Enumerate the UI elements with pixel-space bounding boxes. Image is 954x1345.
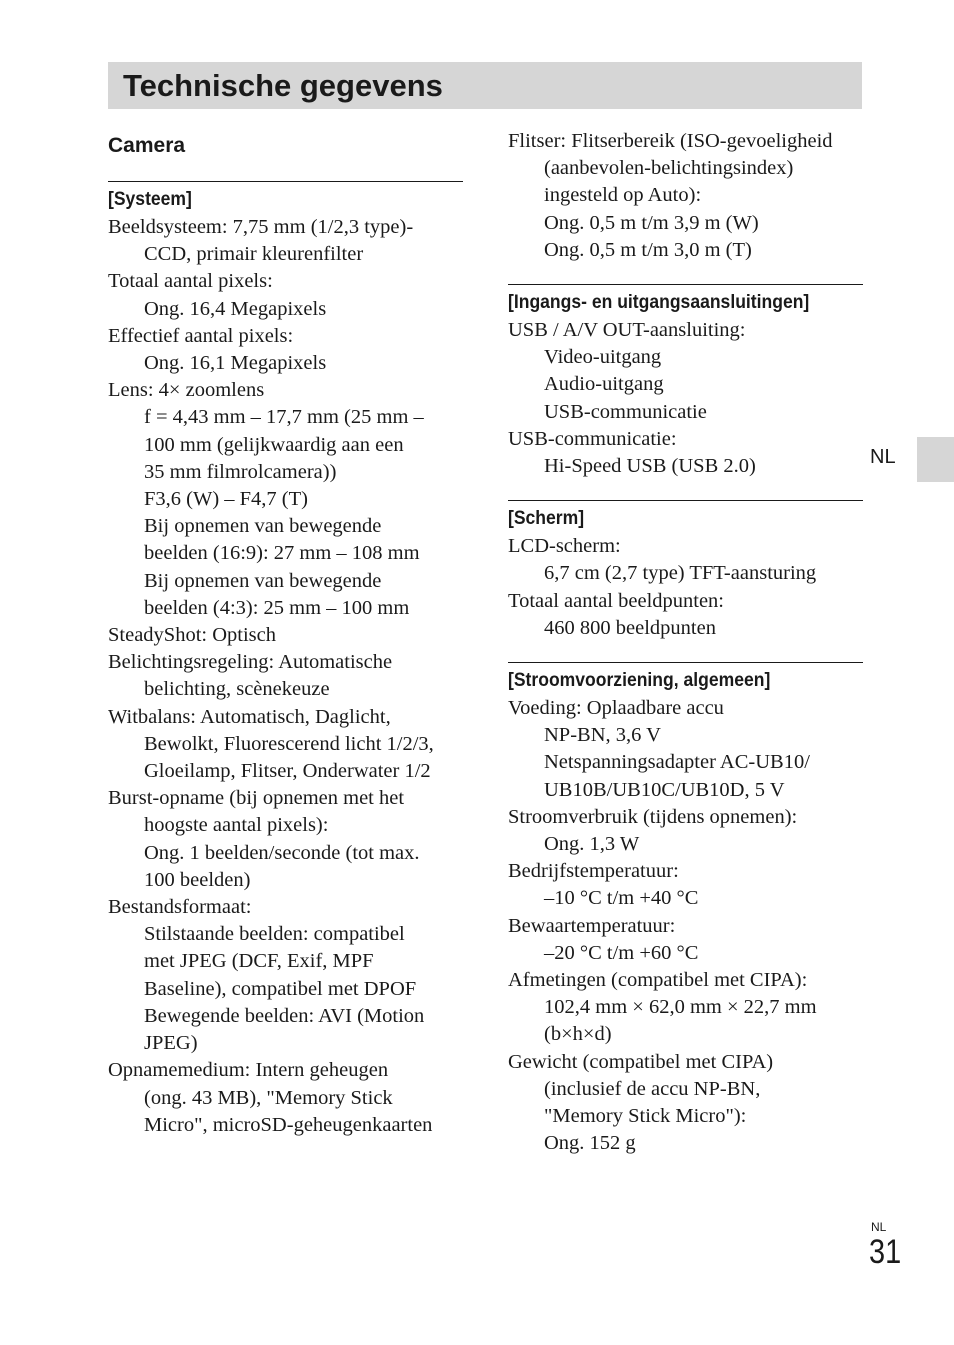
spec-line: Opnamemedium: Intern geheugen [108, 1059, 389, 1082]
spec-line: Voeding: Oplaadbare accu [508, 697, 724, 720]
spec-line: Lens: 4× zoomlens [108, 379, 265, 402]
spec-line: Bewolkt, Fluorescerend licht 1/2/3, [144, 732, 434, 755]
spec-line: Ong. 16,4 Megapixels [144, 297, 327, 320]
spec-list [108, 214, 463, 1139]
spec-line: Witbalans: Automatisch, Daglicht, [108, 705, 391, 728]
spec-line: Bewegende beelden: AVI (Motion [144, 1004, 425, 1027]
right-column [508, 128, 863, 1158]
section-heading: [Systeem] [108, 188, 192, 210]
spec-line: –20 °C t/m +60 °C [544, 941, 699, 964]
spec-line: Gewicht (compatibel met CIPA) [508, 1050, 774, 1073]
spec-line: Bij opnemen van bewegende [144, 515, 382, 538]
spec-line: Micro", microSD-geheugenkaarten [144, 1113, 433, 1136]
spec-line: Bewaartemperatuur: [508, 914, 676, 937]
section-heading: [Stroomvoorziening, algemeen] [508, 669, 771, 692]
right-sections [508, 284, 863, 1157]
spec-list [508, 695, 863, 1157]
section-heading: [Ingangs- en uitgangsaansluitingen] [508, 291, 810, 314]
page-language: NL [871, 1220, 887, 1234]
spec-line: Totaal aantal pixels: [108, 270, 273, 293]
spec-line: Burst-opname (bij opnemen met het [108, 787, 405, 810]
page-title: Technische gegevens [123, 68, 443, 103]
spec-line: NP-BN, 3,6 V [544, 724, 661, 747]
spec-line: Netspanningsadapter AC-UB10/ [544, 751, 810, 774]
spec-line: Ong. 0,5 m t/m 3,0 m (T) [544, 238, 752, 261]
spec-line: –10 °C t/m +40 °C [544, 887, 699, 910]
spec-line: LCD-scherm: [508, 535, 621, 558]
side-tab-label: NL [870, 446, 896, 468]
spec-line: USB-communicatie [544, 400, 707, 423]
spec-list [508, 317, 863, 480]
spec-line: USB / A/V OUT-aansluiting: [508, 319, 746, 342]
spec-line: SteadyShot: Optisch [108, 624, 276, 647]
spec-line: Ong. 1,3 W [544, 833, 640, 856]
spec-line: 100 beelden) [144, 868, 251, 891]
title-bar [108, 62, 862, 109]
spec-line: Ong. 16,1 Megapixels [144, 352, 327, 375]
spec-line: beelden (16:9): 27 mm – 108 mm [144, 542, 420, 565]
spec-line: hoogste aantal pixels): [144, 814, 329, 837]
spec-line: (ong. 43 MB), "Memory Stick [144, 1086, 393, 1109]
spec-line: 102,4 mm × 62,0 mm × 22,7 mm [544, 996, 817, 1019]
spec-line: Bedrijfstemperatuur: [508, 860, 679, 883]
spec-line: Flitser: Flitserbereik (ISO-gevoeligheid [508, 130, 833, 152]
spec-line: met JPEG (DCF, Exif, MPF [144, 950, 374, 973]
spec-line: Ong. 0,5 m t/m 3,9 m (W) [544, 211, 759, 234]
spec-line: Bestandsformaat: [108, 896, 252, 919]
spec-line: UB10B/UB10C/UB10D, 5 V [544, 778, 785, 801]
spec-line: 6,7 cm (2,7 type) TFT-aansturing [544, 562, 817, 585]
spec-line: 35 mm filmrolcamera)) [144, 460, 337, 483]
left-sections [108, 181, 463, 1139]
flash-spec [508, 128, 863, 264]
spec-line: Bij opnemen van bewegende [144, 569, 382, 592]
spec-line: USB-communicatie: [508, 427, 677, 450]
spec-line: Stroomverbruik (tijdens opnemen): [508, 805, 798, 828]
spec-line: 460 800 beeldpunten [544, 616, 716, 639]
spec-line: (aanbevolen-belichtingsindex) [544, 157, 794, 180]
spec-line: CCD, primair kleurenfilter [144, 243, 364, 266]
spec-line: Effectief aantal pixels: [108, 324, 294, 347]
spec-line: 100 mm (gelijkwaardig aan een [144, 433, 404, 456]
spec-line: Beeldsysteem: 7,75 mm (1/2,3 type)- [108, 216, 414, 238]
side-tab [917, 437, 954, 482]
spec-line: Ong. 152 g [544, 1132, 636, 1155]
spec-line: Audio-uitgang [544, 373, 664, 396]
spec-line: Baseline), compatibel met DPOF [144, 977, 417, 1000]
spec-line: (b×h×d) [544, 1023, 612, 1046]
spec-line: Belichtingsregeling: Automatische [108, 651, 393, 674]
spec-line: belichting, scènekeuze [144, 678, 330, 701]
spec-line: beelden (4:3): 25 mm – 100 mm [144, 596, 410, 619]
section-heading: [Scherm] [508, 507, 585, 530]
spec-line: Totaal aantal beeldpunten: [508, 589, 725, 612]
spec-line: Afmetingen (compatibel met CIPA): [508, 969, 808, 992]
spec-line: Gloeilamp, Flitser, Onderwater 1/2 [144, 760, 431, 783]
spec-line: Video-uitgang [544, 346, 662, 369]
spec-line: ingesteld op Auto): [544, 184, 702, 207]
spec-line: F3,6 (W) – F4,7 (T) [144, 488, 308, 511]
spec-line: f = 4,43 mm – 17,7 mm (25 mm – [144, 406, 424, 429]
spec-line: Hi-Speed USB (USB 2.0) [544, 455, 756, 478]
page-number: 31 [869, 1233, 902, 1271]
spec-line: JPEG) [144, 1032, 198, 1055]
spec-line: Ong. 1 beelden/seconde (tot max. [144, 841, 420, 864]
left-column [108, 128, 463, 1139]
spec-line: Stilstaande beelden: compatibel [144, 923, 405, 946]
spec-line: (inclusief de accu NP-BN, [544, 1077, 761, 1100]
spec-line: "Memory Stick Micro"): [544, 1105, 747, 1128]
spec-list [508, 533, 863, 642]
camera-heading: Camera [108, 134, 186, 157]
